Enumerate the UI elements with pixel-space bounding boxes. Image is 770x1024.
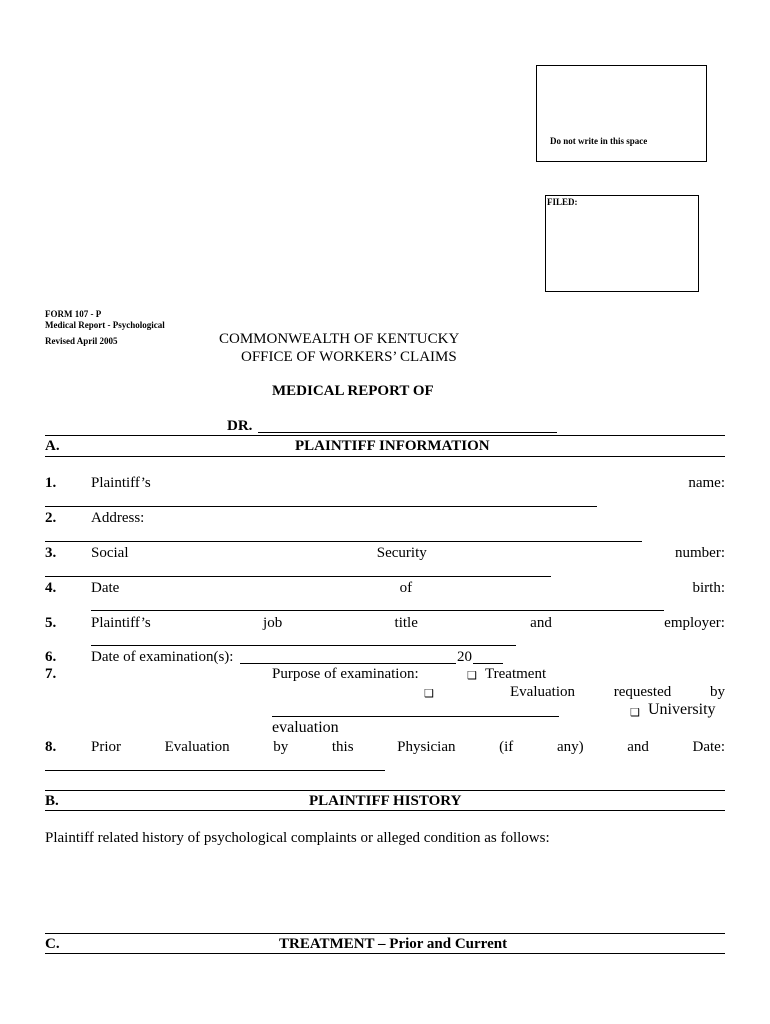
office-use-label: Do not write in this space: [550, 136, 648, 146]
treatment-checkbox[interactable]: ❑: [467, 670, 477, 682]
university-checkbox[interactable]: ❑: [630, 707, 640, 719]
address-line[interactable]: [45, 541, 642, 542]
section-b-letter: B.: [45, 793, 59, 809]
field-1-number: 1.: [45, 475, 57, 491]
field-3-label: Social Security number:: [91, 545, 725, 561]
dob-line[interactable]: [91, 610, 664, 611]
field-2-number: 2.: [45, 510, 57, 526]
field-5-label: Plaintiff’s job title and employer:: [91, 615, 725, 631]
exam-year-line[interactable]: [473, 663, 503, 664]
section-c-title: TREATMENT – Prior and Current: [279, 936, 508, 952]
section-a-bottom-rule: [45, 456, 725, 457]
university-evaluation-label: evaluation: [272, 719, 339, 736]
field-4-number: 4.: [45, 580, 57, 596]
field-6-number: 6.: [45, 649, 57, 665]
exam-year-prefix: 20: [457, 649, 472, 665]
ssn-line[interactable]: [45, 576, 551, 577]
plaintiff-name-line[interactable]: [45, 506, 597, 507]
report-title: MEDICAL REPORT OF: [272, 383, 434, 399]
section-c-letter: C.: [45, 936, 60, 952]
treatment-option-label: Treatment: [485, 666, 547, 682]
field-5-number: 5.: [45, 615, 57, 631]
field-4-label: Date of birth:: [91, 580, 725, 596]
field-7-number: 7.: [45, 666, 57, 682]
section-a-letter: A.: [45, 438, 60, 454]
form-title: Medical Report - Psychological: [45, 320, 165, 330]
prior-evaluation-line[interactable]: [45, 770, 385, 771]
field-3-number: 3.: [45, 545, 57, 561]
section-b-title: PLAINTIFF HISTORY: [309, 793, 462, 809]
evaluation-requested-by-line[interactable]: [272, 716, 559, 717]
doctor-name-line[interactable]: [258, 432, 557, 433]
exam-date-line[interactable]: [240, 663, 456, 664]
commonwealth-heading: COMMONWEALTH OF KENTUCKY: [219, 331, 460, 347]
section-c-top-rule: [45, 933, 725, 934]
field-1-label: Plaintiff’s name:: [91, 475, 725, 491]
filed-label: FILED:: [547, 197, 578, 207]
filed-box: [545, 195, 699, 292]
office-heading: OFFICE OF WORKERS’ CLAIMS: [241, 349, 457, 365]
history-instructions: Plaintiff related history of psychological complaints or alleged condition as follows:: [45, 830, 550, 846]
university-option-label: University: [648, 701, 716, 718]
section-c-bottom-rule: [45, 953, 725, 954]
office-use-box: [536, 65, 707, 162]
form-revised: Revised April 2005: [45, 336, 118, 346]
section-b-top-rule: [45, 790, 725, 791]
field-7-label: Purpose of examination:: [272, 666, 419, 682]
field-6-label: Date of examination(s):: [91, 649, 234, 665]
evaluation-checkbox[interactable]: ❑: [424, 688, 434, 700]
field-8-number: 8.: [45, 739, 57, 755]
section-a-top-rule: [45, 435, 725, 436]
section-a-title: PLAINTIFF INFORMATION: [295, 438, 490, 454]
job-employer-line[interactable]: [91, 645, 516, 646]
form-number: FORM 107 - P: [45, 309, 102, 319]
evaluation-requested-label: Evaluation requested by: [510, 684, 725, 700]
dr-label: DR.: [227, 418, 253, 434]
field-8-label: Prior Evaluation by this Physician (if any) and Date:: [91, 739, 725, 755]
section-b-bottom-rule: [45, 810, 725, 811]
field-2-label: Address:: [91, 510, 145, 526]
